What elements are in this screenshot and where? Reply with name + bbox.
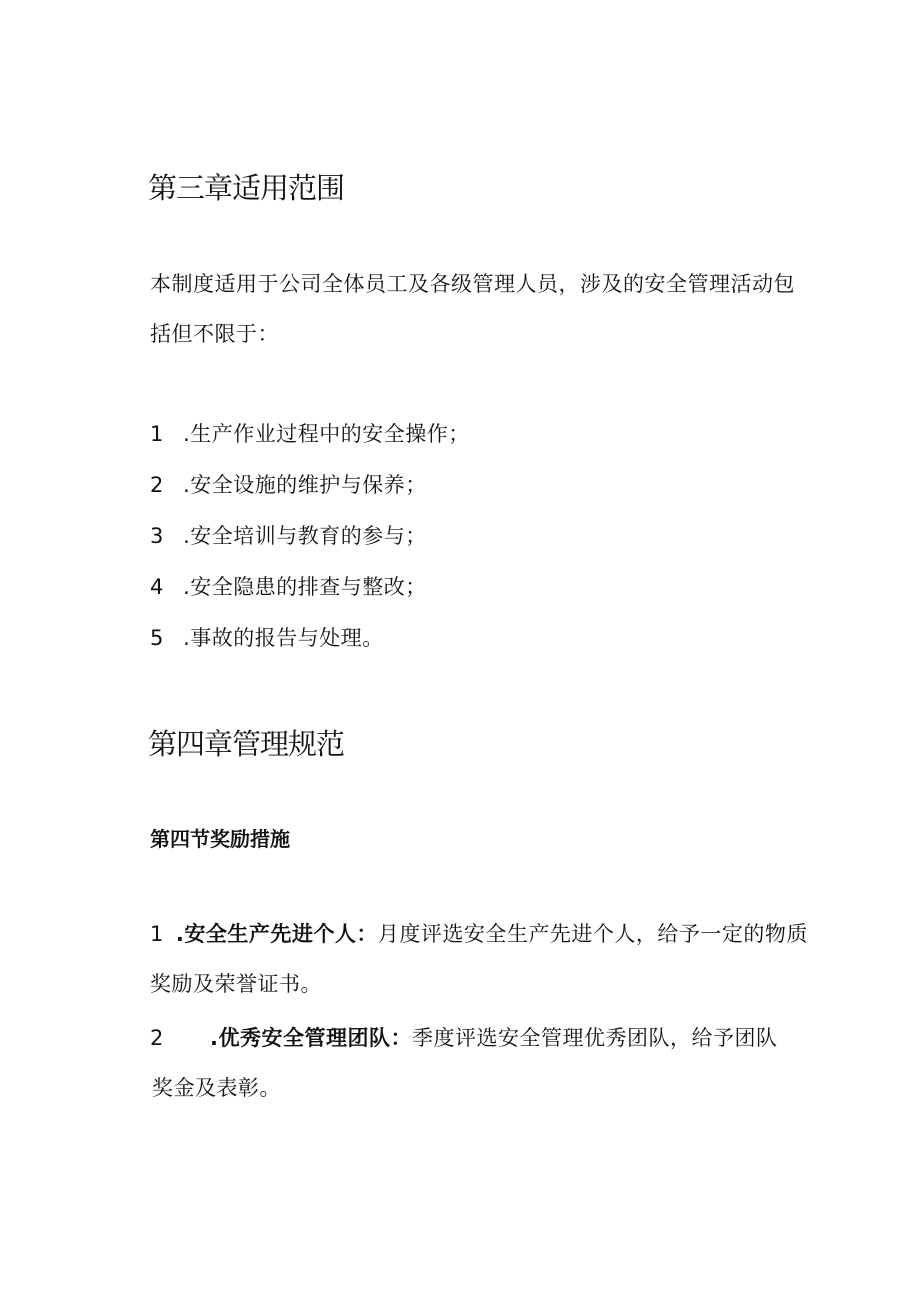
list-item-text: .安全培训与教育的参与；	[183, 524, 427, 548]
list-item-number: 5	[150, 626, 164, 650]
reward-item-label: .优秀安全管理团队：	[210, 1026, 412, 1050]
list-item-text: .生产作业过程中的安全操作；	[183, 422, 470, 446]
list-item	[150, 469, 427, 499]
section-title: 第四节奖励措施	[150, 827, 290, 851]
list-item	[150, 622, 384, 652]
list-item-text: .安全隐患的排查与整改；	[183, 575, 427, 599]
list-item	[150, 418, 470, 448]
reward-item-1-line-1	[150, 918, 808, 948]
chapter-3-intro-line-1: 本制度适用于公司全体员工及各级管理人员，涉及的安全管理活动包	[150, 272, 795, 296]
list-item	[150, 520, 427, 550]
list-item-text: .安全设施的维护与保养；	[183, 473, 427, 497]
reward-item-2-line-2: 奖金及表彰。	[152, 1076, 281, 1100]
chapter-3-title: 第三章适用范围	[148, 171, 345, 205]
list-item-number: 3	[150, 524, 164, 548]
reward-item-text: 月度评选安全生产先进个人，给予一定的物质	[377, 922, 808, 946]
chapter-4-title: 第四章管理规范	[148, 727, 345, 761]
reward-item-label: .安全生产先进个人：	[175, 922, 378, 946]
list-item-number: 4	[150, 575, 164, 599]
reward-item-number: 1	[150, 922, 164, 946]
list-item	[150, 571, 427, 601]
list-item-number: 1	[150, 422, 164, 446]
list-item-number: 2	[150, 473, 164, 497]
reward-item-2-line-1	[150, 1022, 777, 1052]
reward-item-number: 2	[150, 1026, 164, 1050]
reward-item-text: 季度评选安全管理优秀团队，给予团队	[411, 1026, 778, 1050]
reward-item-1-line-2: 奖励及荣誉证书。	[150, 972, 322, 996]
list-item-text: .事故的报告与处理。	[183, 626, 384, 650]
chapter-3-intro-line-2: 括但不限于：	[150, 322, 279, 346]
